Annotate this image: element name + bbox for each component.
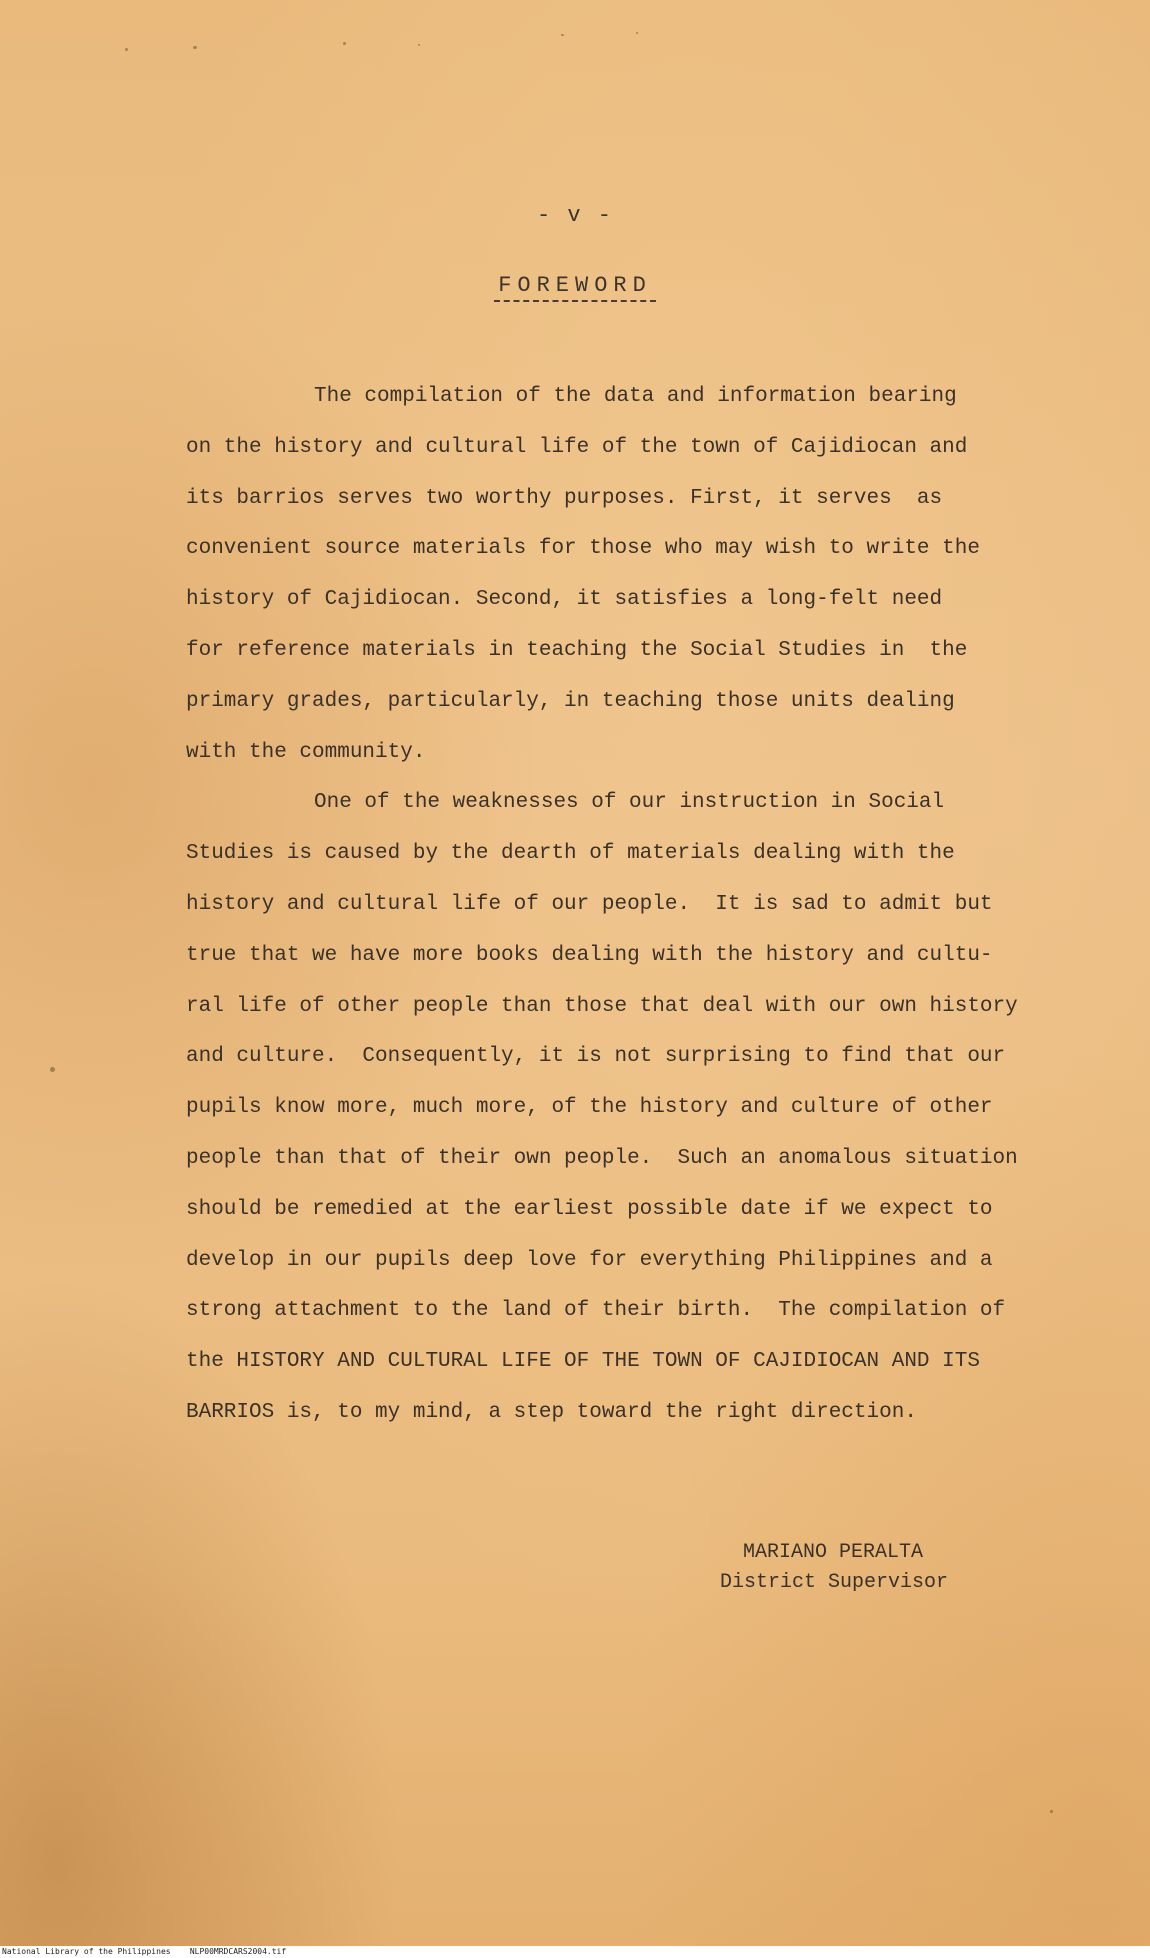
paragraph-1 [186,372,1086,778]
scan-footer [0,1946,1150,1958]
text-line: on the history and cultural life of the town of Cajidiocan and [186,435,968,459]
signature-block [720,1538,948,1598]
paragraph-2 [186,778,1086,1438]
footer-text: National Library of the Philippines NLP00MRDCARS2004.tif [2,1947,287,1956]
paper-speck [343,42,346,45]
text-line: develop in our pupils deep love for everything Philippines and a [186,1248,993,1272]
text-line: The compilation of the data and information bearing [314,385,957,408]
paper-speck [636,32,638,34]
foreword-body [186,372,1086,1439]
text-line: BARRIOS is, to my mind, a step toward the right direction. [186,1400,917,1424]
text-line: ral life of other people than those that deal with our own history [186,994,1018,1018]
text-line: with the community. [186,740,426,764]
text-line: for reference materials in teaching the Social Studies in the [186,638,968,662]
paper-speck [125,48,128,51]
paper-speck [193,46,197,49]
paper-speck [418,44,420,46]
text-line: true that we have more books dealing with the history and cultu- [186,943,993,967]
signatory-name: MARIANO PERALTA [743,1541,924,1564]
page-number: - v - [536,203,613,228]
title-text: FOREWORD [494,273,656,302]
text-line: pupils know more, much more, of the history and culture of other [186,1096,993,1120]
text-line: and culture. Consequently, it is not surprising to find that our [186,1045,1006,1069]
text-line: One of the weaknesses of our instruction in Social [314,791,945,815]
text-line: convenient source materials for those who may wish to write the [186,537,980,561]
text-line: the HISTORY AND CULTURAL LIFE OF THE TOWN OF CAJIDIOCAN AND ITS [186,1350,980,1374]
paper-speck [50,1067,55,1072]
text-line: people than that of their own people. Such an anomalous situation [186,1146,1018,1170]
text-line: strong attachment to the land of their birth. The compilation of [186,1299,1006,1323]
page-title [0,273,1150,298]
text-line: its barrios serves two worthy purposes. First, it serves as [186,486,943,510]
text-line: primary grades, particularly, in teaching those units dealing [186,689,955,713]
paper-speck [561,34,564,36]
signatory-role: District Supervisor [720,1571,949,1594]
paper-speck [1050,1810,1053,1813]
text-line: should be remedied at the earliest possible date if we expect to [186,1197,993,1221]
text-line: Studies is caused by the dearth of materials dealing with the [186,842,955,866]
text-line: history and cultural life of our people. It is sad to admit but [186,892,993,916]
text-line: history of Cajidiocan. Second, it satisfies a long-felt need [186,588,943,612]
